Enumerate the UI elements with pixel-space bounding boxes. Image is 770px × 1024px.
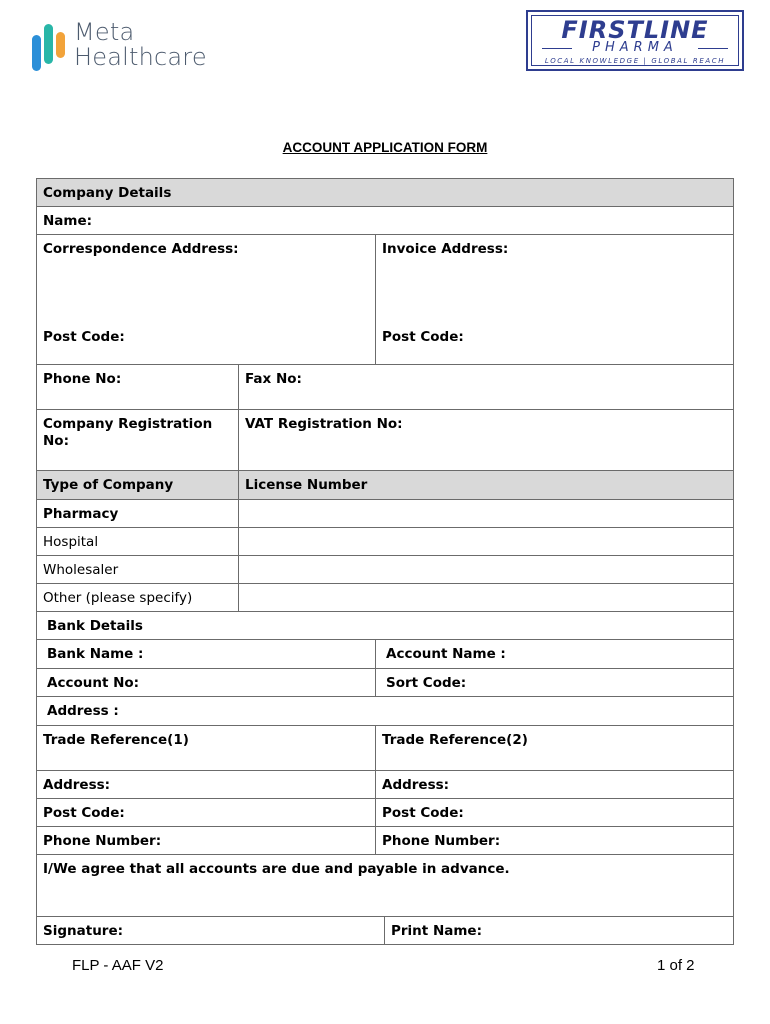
document-code: FLP - AAF V2 (72, 957, 164, 974)
meta-healthcare-wordmark (74, 20, 207, 70)
correspondence-address-field[interactable] (36, 234, 376, 365)
company-type-pharmacy[interactable]: Pharmacy (36, 499, 239, 528)
agreement-statement: I/We agree that all accounts are due and payable in advance. (36, 854, 734, 917)
company-details-header: Company Details (36, 178, 734, 207)
post-code-right-label: Post Code: (382, 329, 464, 345)
post-code-left-label: Post Code: (43, 329, 125, 345)
print-name-field[interactable]: Print Name: (384, 916, 734, 945)
phone-no-field[interactable]: Phone No: (36, 364, 239, 410)
fax-no-field[interactable]: Fax No: (238, 364, 734, 410)
trade-2-address-field[interactable]: Address: (375, 770, 734, 799)
signature-field[interactable]: Signature: (36, 916, 385, 945)
correspondence-address-label: Correspondence Address: (43, 241, 239, 257)
company-type-wholesaler[interactable]: Wholesaler (36, 555, 239, 584)
company-name-field[interactable]: Name: (36, 206, 734, 235)
invoice-address-field[interactable] (375, 234, 734, 365)
trade-1-post-code-field[interactable]: Post Code: (36, 798, 376, 827)
company-registration-field[interactable]: Company Registration No: (36, 409, 239, 471)
trade-2-post-code-field[interactable]: Post Code: (375, 798, 734, 827)
trade-reference-2-field[interactable]: Trade Reference(2) (375, 725, 734, 771)
firstline-logo-tagline: LOCAL KNOWLEDGE | GLOBAL REACH (544, 57, 726, 65)
firstline-logo-title: FIRSTLINE (561, 16, 709, 44)
type-of-company-header: Type of Company (36, 470, 239, 500)
meta-logo-line1: Meta (74, 18, 135, 46)
company-type-other[interactable]: Other (please specify) (36, 583, 239, 612)
bank-address-field[interactable]: Address : (36, 696, 734, 726)
license-number-pharmacy-field[interactable] (238, 499, 734, 528)
meta-healthcare-bars-icon (30, 22, 70, 72)
invoice-address-label: Invoice Address: (382, 241, 509, 257)
firstline-logo-subtitle: PHARMA (592, 40, 678, 55)
account-name-field[interactable]: Account Name : (375, 639, 734, 669)
bank-details-header: Bank Details (36, 611, 734, 640)
account-no-field[interactable]: Account No: (36, 668, 376, 697)
trade-1-phone-field[interactable]: Phone Number: (36, 826, 376, 855)
company-type-hospital[interactable]: Hospital (36, 527, 239, 556)
trade-reference-1-field[interactable]: Trade Reference(1) (36, 725, 376, 771)
trade-1-address-field[interactable]: Address: (36, 770, 376, 799)
meta-logo-line2: Healthcare (74, 43, 207, 71)
form-title: ACCOUNT APPLICATION FORM (282, 140, 488, 155)
license-number-header: License Number (238, 470, 734, 500)
meta-healthcare-logo (30, 20, 250, 76)
trade-2-phone-field[interactable]: Phone Number: (375, 826, 734, 855)
firstline-pharma-logo (526, 10, 744, 71)
license-number-other-field[interactable] (238, 583, 734, 612)
bank-name-field[interactable]: Bank Name : (36, 639, 376, 669)
vat-registration-field[interactable]: VAT Registration No: (238, 409, 734, 471)
license-number-wholesaler-field[interactable] (238, 555, 734, 584)
license-number-hospital-field[interactable] (238, 527, 734, 556)
sort-code-field[interactable]: Sort Code: (375, 668, 734, 697)
page-number: 1 of 2 (657, 957, 695, 974)
